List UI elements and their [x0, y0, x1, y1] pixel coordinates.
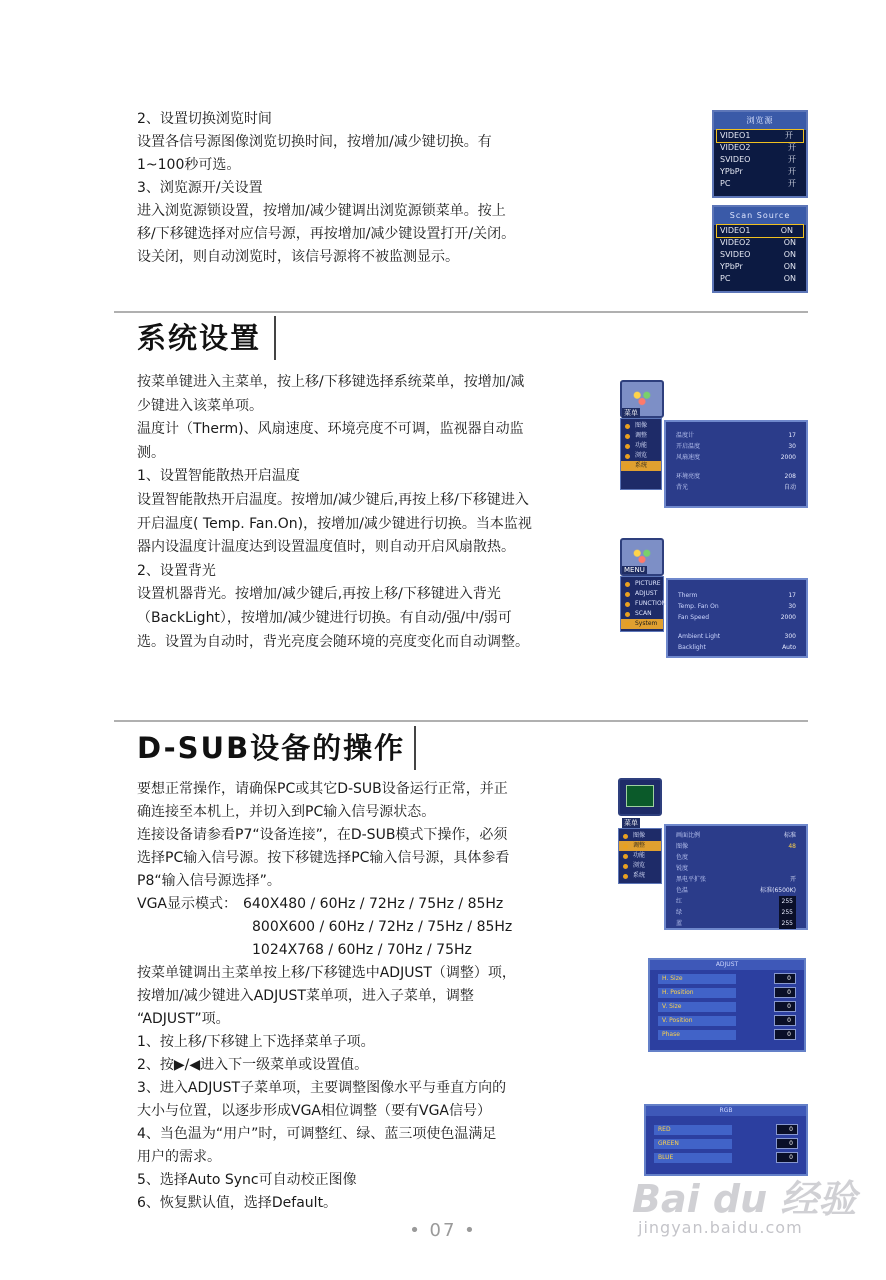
sidebar-item-active: System [621, 619, 663, 629]
text-line: 移/下移键选择对应信号源，再按增加/减少键设置打开/关闭。 [137, 226, 516, 242]
sidebar-item: 浏览 [619, 861, 661, 871]
submenu-row: 风扇速度 2000 [676, 454, 796, 461]
menu-submenu [666, 578, 808, 658]
text-line: 2、按▶/◀进入下一级菜单或设置值。 [137, 1057, 369, 1073]
sidebar-item: 图像 [621, 421, 661, 431]
submenu-row: 开启温度 30 [676, 443, 796, 450]
text-line: 连接设备请参看P7“设备连接”，在D-SUB模式下操作，必须 [137, 827, 508, 843]
submenu-row: 锐度 [676, 865, 689, 872]
sidebar-item: PICTURE [621, 579, 663, 589]
text-line: 设置机器背光。按增加/减少键后,再按上移/下移键进入背光 [137, 586, 501, 603]
osd-scan-panel [712, 205, 808, 293]
rgb-row: GREEN 0 [654, 1138, 798, 1149]
sidebar-item: 浏览 [621, 451, 661, 461]
text-line: 3、进入ADJUST子菜单项，主要调整图像水平与垂直方向的 [137, 1080, 507, 1096]
vga-mode: 1024X768 / 60Hz / 70Hz / 75Hz [252, 942, 472, 958]
adjust-row: H. Size 0 [658, 973, 796, 984]
vga-modes-line [137, 893, 516, 916]
watermark-brand: Bai du 经验 [632, 1177, 857, 1221]
text-line: P8“输入信号源选择”。 [137, 873, 281, 889]
adjust-row: Phase 0 [658, 1029, 796, 1040]
rgb-row: BLUE 0 [654, 1152, 798, 1163]
menu-graphic-icon [630, 546, 654, 564]
sidebar-item: ADJUST [621, 589, 663, 599]
title-accent-bar [274, 316, 276, 360]
osd-row: VIDEO1 ON [717, 225, 803, 237]
page-number: • 07 • [409, 1220, 477, 1241]
osd-browse-panel [712, 110, 808, 198]
submenu-row: 画面比例 标准 [676, 832, 796, 839]
section-divider [114, 720, 808, 722]
submenu-row: Ambient Light 300 [678, 633, 796, 640]
adjust-row: V. Position 0 [658, 1015, 796, 1026]
text-line: “ADJUST”项。 [137, 1011, 230, 1027]
submenu-row: 色温 标准(6500K) [676, 887, 796, 894]
submenu-row: Backlight Auto [678, 644, 796, 651]
text-line: 设关闭，则自动浏览时，该信号源将不被监测显示。 [137, 249, 459, 265]
menu-sidebar [620, 418, 662, 490]
menu-sidebar [618, 828, 662, 884]
text-line: 1、设置智能散热开启温度 [137, 468, 300, 485]
title-accent-bar [414, 726, 416, 770]
submenu-row: 蓝 255 [666, 918, 806, 929]
menu-label: 菜单 [624, 819, 638, 827]
text-line: 用户的需求。 [137, 1149, 221, 1165]
text-line: 3、浏览源开/关设置 [137, 180, 263, 196]
monitor-screen-icon [626, 785, 654, 807]
menu-submenu [664, 824, 808, 930]
text-line: 按菜单键进入主菜单，按上移/下移键选择系统菜单，按增加/减 [137, 374, 525, 390]
dsub-instructions [137, 778, 516, 1215]
osd-row: VIDEO2 ON [720, 238, 796, 247]
sidebar-item: FUNCTION [621, 599, 663, 609]
submenu-row: 色度 [676, 854, 689, 861]
text-line: 按菜单键调出主菜单按上移/下移键选中ADJUST（调整）项， [137, 965, 516, 981]
osd-row: VIDEO1 开 [717, 130, 803, 142]
osd-row: VIDEO2 开 [720, 143, 796, 152]
text-line: 测。 [137, 444, 165, 461]
adjust-panel [648, 958, 806, 1052]
text-line: 选。设置为自动时，背光亮度会随环境的亮度变化而自动调整。 [137, 633, 529, 650]
submenu-row: 环境亮度 208 [676, 473, 796, 480]
osd-row: YPbPr ON [720, 262, 796, 271]
rgb-panel-title: RGB [646, 1106, 806, 1116]
osd-scan-title: Scan Source [714, 207, 806, 225]
baidu-watermark [632, 1160, 857, 1250]
submenu-row: 图像 48 [676, 843, 796, 850]
sidebar-item-active: 调整 [619, 841, 661, 851]
osd-browse-title: 浏览源 [714, 112, 806, 130]
sidebar-item: SCAN [621, 609, 663, 619]
text-line: 进入浏览源锁设置，按增加/减少键调出浏览源锁菜单。按上 [137, 203, 506, 219]
text-line: （BackLight），按增加/减少键进行切换。有自动/强/中/弱可 [137, 609, 512, 626]
osd-row: SVIDEO ON [720, 250, 796, 259]
sidebar-item: 图像 [619, 831, 661, 841]
section-divider [114, 311, 808, 313]
monitor-icon [618, 778, 662, 816]
sidebar-item: 功能 [619, 851, 661, 861]
submenu-row: Therm 17 [678, 592, 796, 599]
text-line: 确连接至本机上，并切入到PC输入信号源状态。 [137, 804, 436, 820]
sidebar-item: 系统 [619, 871, 661, 881]
watermark-url: jingyan.baidu.com [638, 1218, 803, 1237]
text-line: 开启温度( Temp. Fan.On)，按增加/减少键进行切换。当本监视 [137, 515, 532, 532]
rgb-row: RED 0 [654, 1124, 798, 1135]
text-line: 要想正常操作，请确保PC或其它D-SUB设备运行正常，并正 [137, 781, 508, 797]
submenu-row: 温度计 17 [676, 432, 796, 439]
text-line: 4、当色温为“用户”时，可调整红、绿、蓝三项使色温满足 [137, 1126, 497, 1142]
adjust-row: V. Size 0 [658, 1001, 796, 1012]
text-line: 选择PC输入信号源。按下移键选择PC输入信号源，具体参看 [137, 850, 510, 866]
osd-row: SVIDEO 开 [720, 155, 796, 164]
text-line: 1~100秒可选。 [137, 157, 241, 173]
vga-label: VGA显示模式： [137, 896, 238, 912]
section-title-dsub: D-SUB设备的操作 [137, 731, 406, 765]
vga-mode: 640X480 / 60Hz / 72Hz / 75Hz / 85Hz [243, 896, 504, 912]
text-line: 1、按上移/下移键上下选择菜单子项。 [137, 1034, 375, 1050]
osd-row: PC 开 [720, 179, 796, 188]
osd-row: PC ON [720, 274, 796, 283]
text-line: 大小与位置，以逐步形成VGA相位调整（要有VGA信号） [137, 1103, 492, 1119]
text-line: 2、设置切换浏览时间 [137, 111, 272, 127]
text-line: 按增加/减少键进入ADJUST菜单项，进入子菜单，调整 [137, 988, 474, 1004]
text-line: 5、选择Auto Sync可自动校正图像 [137, 1172, 357, 1188]
submenu-row: Fan Speed 2000 [678, 614, 796, 621]
submenu-row: 绿 255 [666, 907, 806, 918]
vga-mode: 800X600 / 60Hz / 72Hz / 75Hz / 85Hz [252, 919, 513, 935]
menu-label: 菜单 [624, 409, 638, 417]
section-title-system: 系统设置 [137, 321, 262, 355]
text-line: 2、设置背光 [137, 562, 216, 579]
text-line: 设置各信号源图像浏览切换时间，按增加/减少键切换。有 [137, 134, 492, 150]
submenu-row: Temp. Fan On 30 [678, 603, 796, 610]
top-instructions [137, 108, 515, 269]
submenu-row: 红 255 [666, 896, 806, 907]
menu-graphic-icon [630, 388, 654, 406]
text-line: 6、恢复默认值，选择Default。 [137, 1195, 338, 1211]
text-line: 器内设温度计温度达到设置温度值时，则自动开启风扇散热。 [137, 539, 515, 556]
menu-label: MENU [624, 566, 645, 574]
menu-submenu [664, 420, 808, 508]
sidebar-item: 功能 [621, 441, 661, 451]
submenu-row: 背光 自动 [676, 484, 796, 491]
sidebar-item-active: 系统 [621, 461, 661, 471]
submenu-row: 黑电平扩张 开 [676, 876, 796, 883]
text-line: 设置智能散热开启温度。按增加/减少键后,再按上移/下移键进入 [137, 491, 529, 508]
text-line: 少键进入该菜单项。 [137, 397, 263, 414]
adjust-row: H. Position 0 [658, 987, 796, 998]
sidebar-item: 调整 [621, 431, 661, 441]
adjust-panel-title: ADJUST [650, 960, 804, 970]
menu-sidebar [620, 576, 667, 632]
osd-row: YPbPr 开 [720, 167, 796, 176]
text-line: 温度计（Therm)、风扇速度、环境亮度不可调，监视器自动监 [137, 421, 524, 438]
system-instructions [137, 371, 532, 654]
